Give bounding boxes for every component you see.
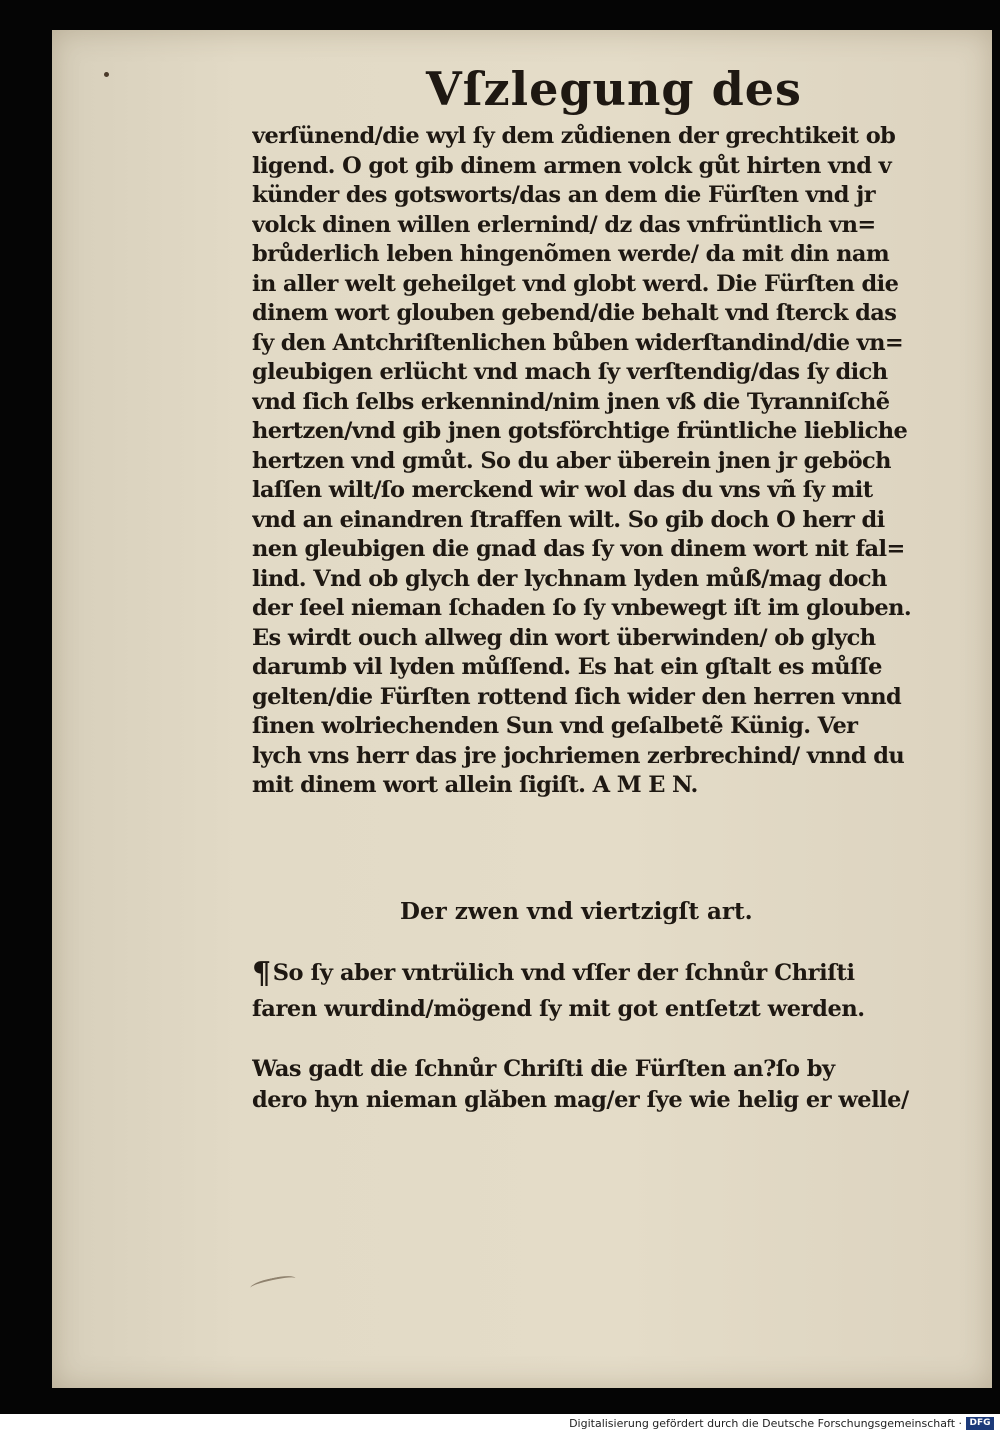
pilcrow-icon: ¶ bbox=[252, 956, 271, 991]
text-line: vnd an einandren ſtraffen wilt. So gib doch O herr di bbox=[252, 506, 885, 533]
main-text-block bbox=[252, 122, 912, 801]
summary-text: So ſy aber vntrülich vnd vſſer der ſchnůr Chriſti bbox=[272, 960, 855, 986]
text-line: dero hyn nieman glăben mag/er ſye wie helig er welle/ bbox=[252, 1087, 909, 1113]
text-line: der ſeel nieman ſchaden ſo ſy vnbewegt iſt im glouben. bbox=[252, 595, 912, 621]
commentary-paragraph bbox=[252, 1054, 912, 1116]
text-line: hertzen/vnd gib jnen gotsförchtige früntliche liebliche bbox=[252, 418, 908, 444]
funding-notice: Digitalisierung gefördert durch die Deutsche Forschungsgemeinschaft · bbox=[569, 1417, 962, 1430]
text-line: Es wirdt ouch allweg din wort überwinden/ ob glych bbox=[252, 624, 876, 651]
text-line: lych vns herr das jre jochriemen zerbrechind/ vnnd du bbox=[252, 742, 905, 769]
text-line: in aller welt geheilget vnd globt werd. Die Fürſten die bbox=[252, 270, 899, 297]
ink-smudge bbox=[249, 1273, 296, 1292]
text-line: verſünend/die wyl ſy dem zůdienen der grechtikeit ob bbox=[252, 123, 896, 149]
text-line: vnd ſich ſelbs erkennind/nim jnen vß die Tyranniſchẽ bbox=[252, 388, 890, 415]
text-line: hertzen vnd gmůt. So du aber überein jnen jr geböch bbox=[252, 447, 891, 474]
text-line: ſy den Antchriſtenlichen bůben widerſtandind/die vn= bbox=[252, 329, 904, 356]
summary-line bbox=[252, 955, 912, 991]
text-line: nen gleubigen die gnad das ſy von dinem wort nit fal= bbox=[252, 536, 905, 562]
text-line: darumb vil lyden můſſend. Es hat ein gſtalt es můſſe bbox=[252, 654, 882, 680]
text-line: Was gadt die ſchnůr Chriſti die Fürſten an?ſo by bbox=[252, 1056, 835, 1082]
text-line: ligend. O got gib dinem armen volck gůt hirten vnd v bbox=[252, 152, 892, 179]
text-line: gelten/die Fürſten rottend ſich wider den herren vnnd bbox=[252, 683, 902, 710]
text-line: laſſen wilt/ſo merckend wir wol das du vns vñ ſy mit bbox=[252, 477, 873, 503]
summary-line: faren wurdind/mögend ſy mit got entſetzt werden. bbox=[252, 996, 865, 1022]
text-line: dinem wort glouben gebend/die behalt vnd ſterck das bbox=[252, 300, 897, 326]
text-line: gleubigen erlücht vnd mach ſy verſtendig/das ſy dich bbox=[252, 359, 888, 385]
text-line: künder des gotswortѕ/das an dem die Fürſten vnd jr bbox=[252, 182, 875, 208]
ink-spot bbox=[104, 72, 109, 77]
text-line: brůderlich leben hingenõmen werde/ da mit din nam bbox=[252, 241, 890, 267]
running-header: Vſzlegung des bbox=[426, 62, 802, 116]
footer-bar bbox=[0, 1414, 1000, 1434]
text-line: lind. Vnd ob glych der lychnam lyden můß/mag doch bbox=[252, 565, 887, 592]
text-line: ſinen wolriechenden Sun vnd geſalbetẽ Künig. Ver bbox=[252, 713, 858, 739]
section-heading: Der zwen vnd viertzigſt art. bbox=[400, 898, 753, 925]
text-line: mit dinem wort allein ſigiſt. A M E N. bbox=[252, 772, 698, 798]
article-summary bbox=[252, 955, 912, 1027]
dfg-logo: DFG bbox=[966, 1417, 994, 1430]
text-line: volck dinen willen erlernind/ dz das vnfrüntlich vn= bbox=[252, 211, 876, 238]
